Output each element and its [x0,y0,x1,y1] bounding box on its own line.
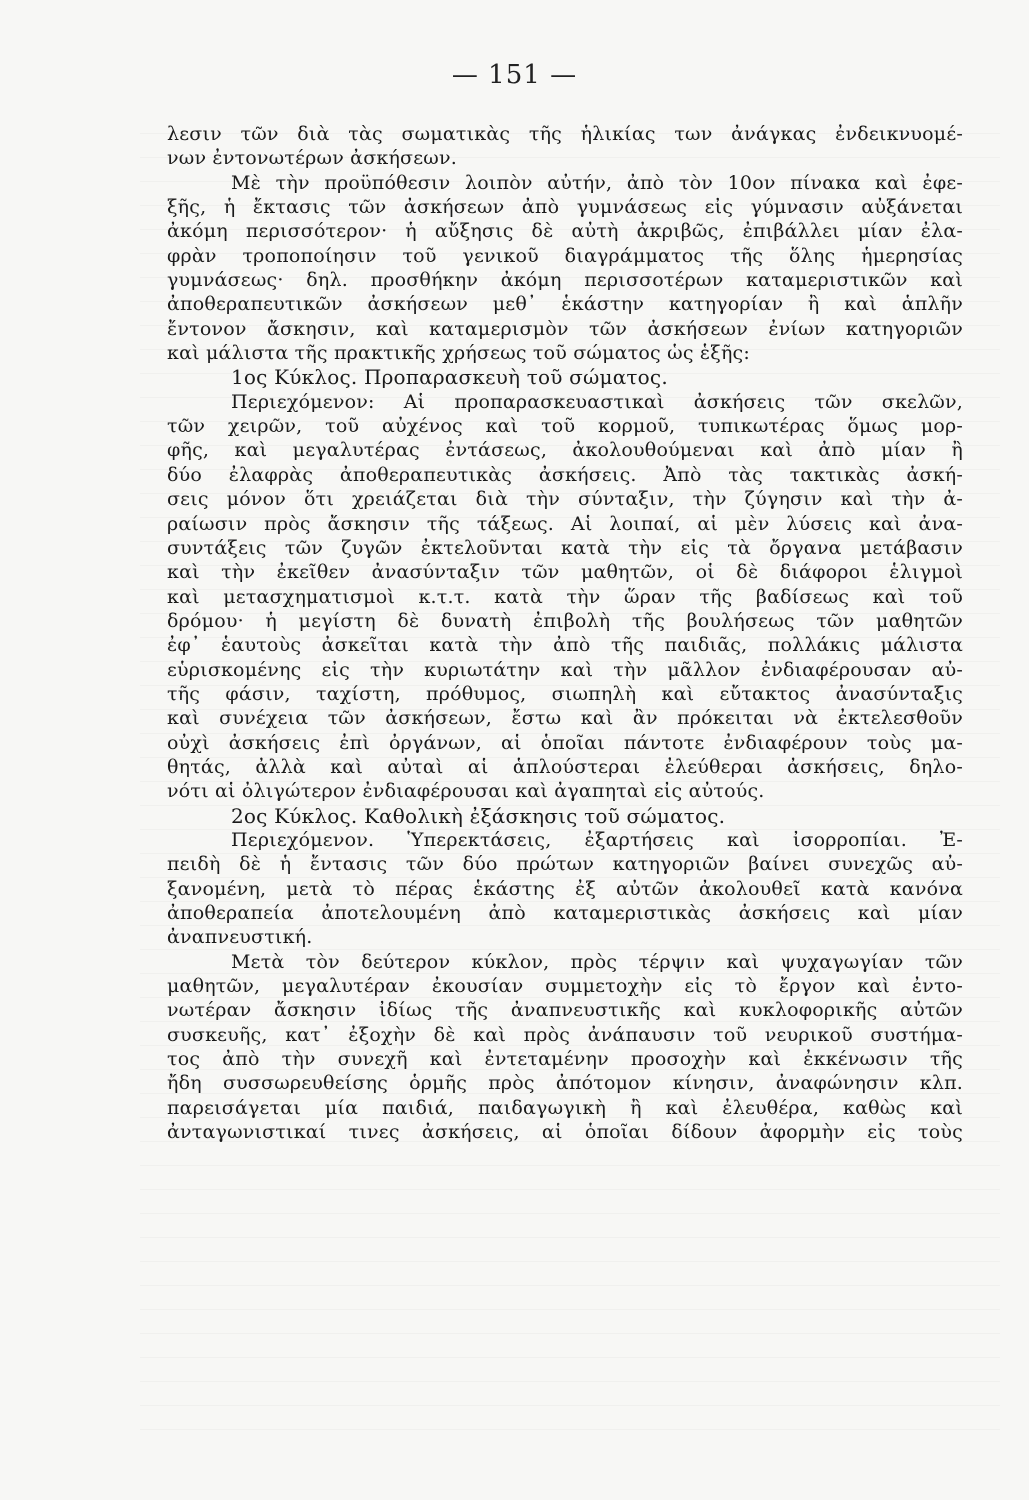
section-heading: 2ος Κύκλος. Καθολικὴ ἐξάσκησις τοῦ σώματος. [231,803,726,828]
text-line: παρεισάγεται μία παιδιά, παιδαγωγικὴ ἢ καὶ ἐλευθέρα, καθὼς καὶ [167,1096,963,1119]
text-line: φῆς, καὶ μεγαλυτέρας ἐντάσεως, ἀκολουθούμεναι καὶ ἀπὸ μίαν ἢ [167,439,963,462]
text-line: ἀποθεραπεία ἀποτελουμένη ἀπὸ καταμεριστικὰς ἀσκήσεις καὶ μίαν [167,902,963,924]
text-line: ἀποθεραπευτικῶν ἀσκήσεων μεθ᾽ ἑκάστην κατηγορίαν ἢ καὶ ἁπλῆν [167,293,963,316]
text-line: συντάξεις τῶν ζυγῶν ἐκτελοῦνται κατὰ τὴν εἰς τὰ ὄργανα μετάβασιν [167,536,963,559]
text-line: ἀνταγωνιστικαί τινες ἀσκήσεις, αἱ ὁποῖαι δίδουν ἀφορμὴν εἰς τοὺς [167,1121,963,1144]
text-line: Μὲ τὴν προϋπόθεσιν λοιπὸν αὐτήν, ἀπὸ τὸν 10ον πίνακα καὶ ἐφε- [231,171,963,194]
section-heading: 1ος Κύκλος. Προπαρασκευὴ τοῦ σώματος. [231,365,668,390]
text-line: ἀναπνευστική. [167,926,313,949]
text-line: τῶν χειρῶν, τοῦ αὐχένος καὶ τοῦ κορμοῦ, τυπικωτέρας ὅμως μορ- [167,415,963,438]
text-line: τῆς φάσιν, ταχίστη, πρόθυμος, σιωπηλὴ καὶ εὔτακτος ἀνασύνταξις [167,682,963,705]
text-line: καὶ τὴν ἐκεῖθεν ἀνασύνταξιν τῶν μαθητῶν, οἱ δὲ διάφοροι ἑλιγμοὶ [167,561,963,584]
text-line: δρόμου· ἡ μεγίστη δὲ δυνατὴ ἐπιβολὴ τῆς βουλήσεως τῶν μαθητῶν [167,609,963,632]
text-line: ραίωσιν πρὸς ἄσκησιν τῆς τάξεως. Αἱ λοιπαί, αἱ μὲν λύσεις καὶ ἀνα- [167,512,963,535]
text-line: οὐχὶ ἀσκήσεις ἐπὶ ὀργάνων, αἱ ὁποῖαι πάντοτε ἐνδιαφέρουν τοὺς μα- [167,731,963,754]
text-line: τος ἀπὸ τὴν συνεχῆ καὶ ἐντεταμένην προσοχὴν καὶ ἐκκένωσιν τῆς [167,1048,963,1071]
text-line: Περιεχόμενον. Ὑπερεκτάσεις, ἐξαρτήσεις καὶ ἰσορροπίαι. Ἐ- [231,828,963,851]
text-line: ἤδη συσσωρευθείσης ὁρμῆς πρὸς ἀπότομον κίνησιν, ἀναφώνησιν κλπ. [167,1072,963,1095]
text-line: φρὰν τροποποίησιν τοῦ γενικοῦ διαγράμματος τῆς ὅλης ἡμερησίας [167,244,963,267]
text-line: καὶ μάλιστα τῆς πρακτικῆς χρήσεως τοῦ σώματος ὡς ἑξῆς: [167,342,750,365]
text-line: δύο ἐλαφρὰς ἀποθεραπευτικὰς ἀσκήσεις. Ἀπὸ τὰς τακτικὰς ἀσκή- [167,463,963,486]
text-line: θητάς, ἀλλὰ καὶ αὐταὶ αἱ ἁπλούστεραι ἐλεύθεραι ἀσκήσεις, δηλο- [167,755,963,778]
text-line: μαθητῶν, μεγαλυτέραν ἐκουσίαν συμμετοχὴν εἰς τὸ ἔργον καὶ ἐντο- [167,975,963,998]
text-line: ἔντονον ἄσκησιν, καὶ καταμερισμὸν τῶν ἀσκήσεων ἐνίων κατηγοριῶν [167,317,963,340]
text-line: ξῆς, ἡ ἔκτασις τῶν ἀσκήσεων ἀπὸ γυμνάσεως εἰς γύμνασιν αὐξάνεται [167,196,963,219]
page-number: — 151 — [451,60,578,90]
text-line: ἀκόμη περισσότερον· ἡ αὔξησις δὲ αὐτὴ ἀκριβῶς, ἐπιβάλλει μίαν ἐλα- [167,220,963,243]
text-line: ἐφ᾽ ἑαυτοὺς ἀσκεῖται κατὰ τὴν ἀπὸ τῆς παιδιᾶς, πολλάκις μάλιστα [167,634,963,657]
text-line: ξανομένη, μετὰ τὸ πέρας ἑκάστης ἐξ αὐτῶν ἀκολουθεῖ κατὰ κανόνα [167,877,963,900]
text-line: σεις μόνον ὅτι χρειάζεται διὰ τὴν σύνταξιν, τὴν ζύγησιν καὶ τὴν ἀ- [167,488,963,511]
text-line: νότι αἱ ὀλιγώτερον ἐνδιαφέρουσαι καὶ ἀγαπηταὶ εἰς αὐτούς. [167,780,765,803]
text-line: νων ἐντονωτέρων ἀσκήσεων. [167,147,457,170]
text-line: καὶ συνέχεια τῶν ἀσκήσεων, ἔστω καὶ ἂν πρόκειται νὰ ἐκτελεσθοῦν [167,707,963,730]
text-line: Περιεχόμενον: Αἱ προπαρασκευαστικαὶ ἀσκήσεις τῶν σκελῶν, [231,390,963,413]
text-line: γυμνάσεως· δηλ. προσθήκην ἀκόμη περισσοτέρων καταμεριστικῶν καὶ [167,269,963,292]
text-line: συσκευῆς, κατ᾽ ἐξοχὴν δὲ καὶ πρὸς ἀνάπαυσιν τοῦ νευρικοῦ συστήμα- [167,1023,963,1046]
text-line: καὶ μετασχηματισμοὶ κ.τ.τ. κατὰ τὴν ὥραν τῆς βαδίσεως καὶ τοῦ [167,585,963,608]
body-text [167,122,963,1144]
text-line: πειδὴ δὲ ἡ ἔντασις τῶν δύο πρώτων κατηγοριῶν βαίνει συνεχῶς αὐ- [167,853,963,876]
text-line: λεσιν τῶν διὰ τὰς σωματικὰς τῆς ἡλικίας των ἀνάγκας ἐνδεικνυομέ- [167,123,963,145]
text-line: νωτέραν ἄσκησιν ἰδίως τῆς ἀναπνευστικῆς καὶ κυκλοφορικῆς αὐτῶν [167,999,963,1022]
text-line: εὑρισκομένης εἰς τὴν κυριωτάτην καὶ τὴν μᾶλλον ἐνδιαφέρουσαν αὐ- [167,658,963,681]
text-line: Μετὰ τὸν δεύτερον κύκλον, πρὸς τέρψιν καὶ ψυχαγωγίαν τῶν [231,950,963,973]
